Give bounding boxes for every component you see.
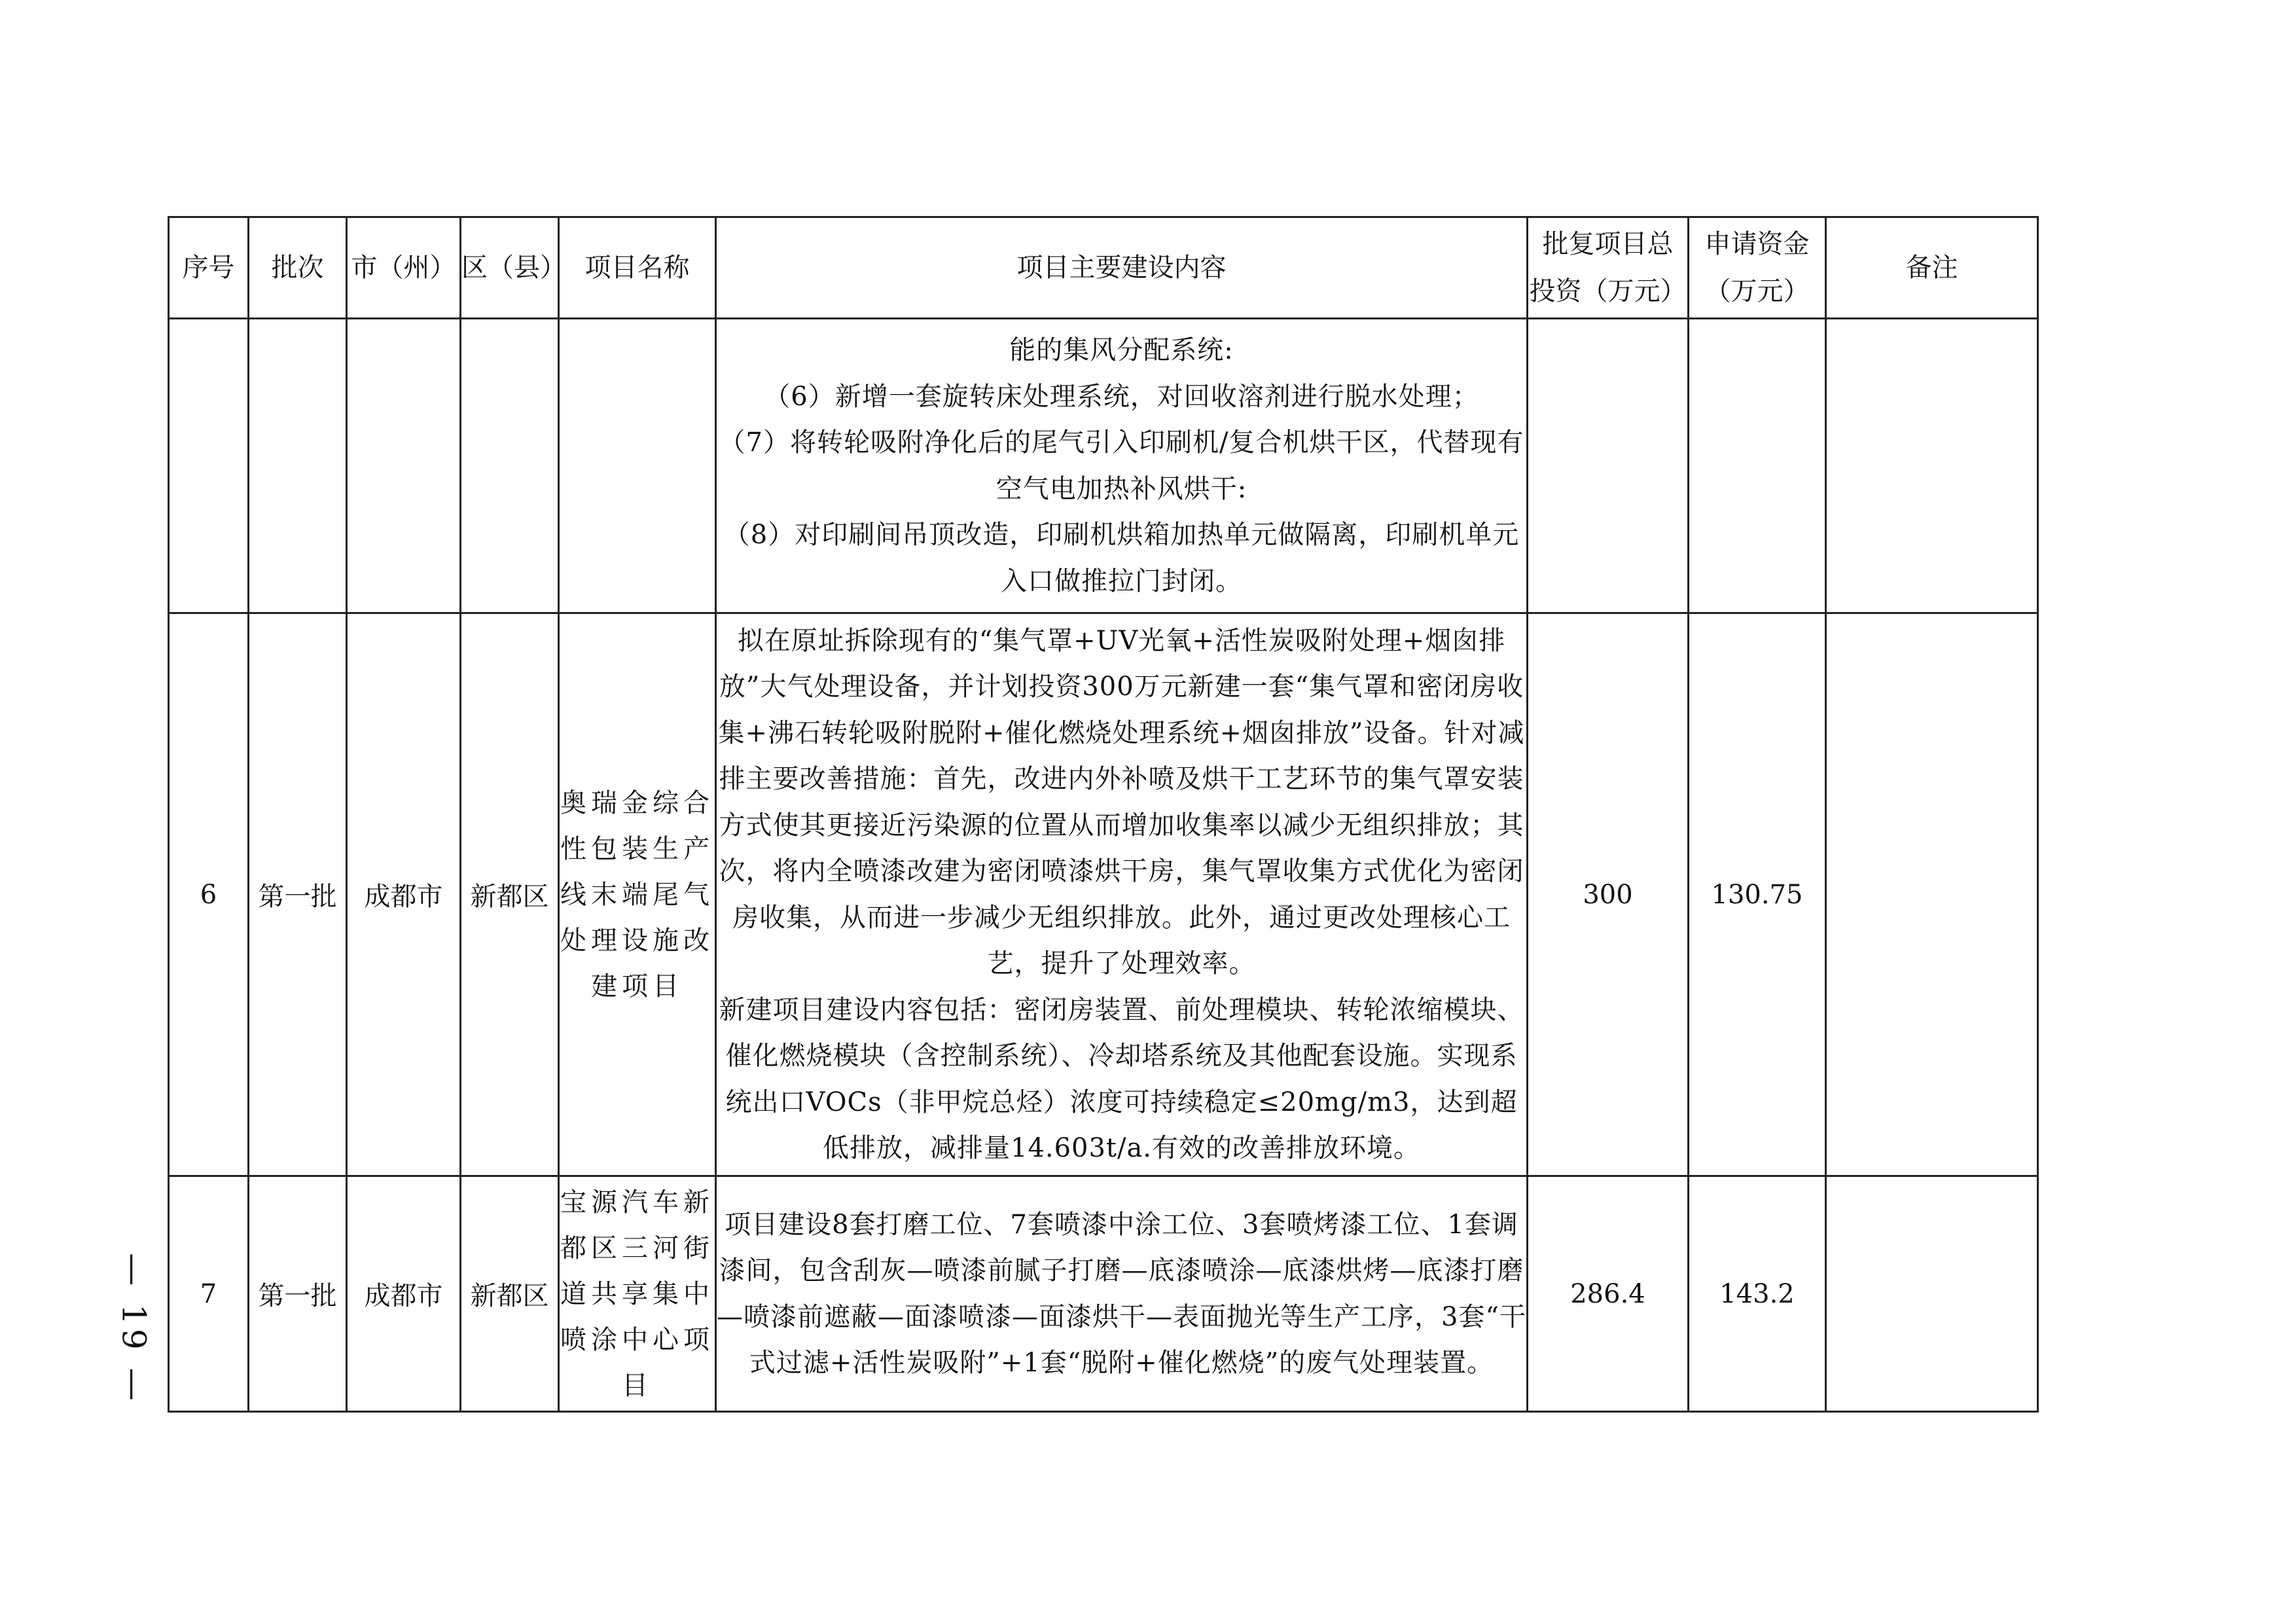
cell-approved-investment: 286.4	[1528, 1176, 1689, 1412]
table-row	[169, 613, 2038, 1176]
cell-city: 成都市	[347, 613, 461, 1176]
header-row	[169, 217, 2038, 319]
cell-approved-investment	[1528, 319, 1689, 613]
cell-content	[716, 613, 1528, 1176]
cell-batch	[249, 319, 347, 613]
cell-content	[716, 319, 1528, 613]
cell-remarks	[1826, 1176, 2038, 1412]
cell-project-name	[559, 319, 716, 613]
page-number-text: — 19 —	[115, 1253, 154, 1405]
cell-city: 成都市	[347, 1176, 461, 1412]
header-approved-investment-line2: 投资（万元）	[1529, 276, 1687, 306]
header-requested-funds-line1: 申请资金	[1704, 229, 1810, 259]
cell-batch: 第一批	[249, 1176, 347, 1412]
header-city: 市（州）	[347, 217, 461, 319]
cell-requested-funds: 130.75	[1689, 613, 1826, 1176]
table-row	[169, 1176, 2038, 1412]
content-line: 能的集风分配系统:	[1009, 335, 1234, 365]
cell-requested-funds	[1689, 319, 1826, 613]
project-table	[168, 216, 2039, 1413]
content-paragraph: 项目建设8套打磨工位、7套喷漆中涂工位、3套喷烤漆工位、1套调漆间，包含刮灰—喷漆前腻子打磨—底漆喷涂—底漆烘烤—底漆打磨—喷漆前遮蔽—面漆喷漆—面漆烘干—表面抛光等生产工序，3套“干式过滤+活性炭吸附”+1套“脱附+催化燃烧”的废气处理装置。	[717, 1209, 1526, 1378]
header-seq: 序号	[169, 217, 249, 319]
page-number	[98, 1250, 170, 1407]
cell-approved-investment: 300	[1528, 613, 1689, 1176]
header-approved-investment-line1: 批复项目总	[1542, 229, 1674, 259]
header-district: 区（县）	[461, 217, 559, 319]
table-row-continuation	[169, 319, 2038, 613]
content-line: （6）新增一套旋转床处理系统，对回收溶剂进行脱水处理；	[764, 381, 1479, 412]
header-content: 项目主要建设内容	[716, 217, 1528, 319]
cell-seq	[169, 319, 249, 613]
cell-remarks	[1826, 319, 2038, 613]
header-approved-investment	[1528, 217, 1689, 319]
cell-city	[347, 319, 461, 613]
header-project-name: 项目名称	[559, 217, 716, 319]
cell-district: 新都区	[461, 1176, 559, 1412]
content-line: （7）将转轮吸附净化后的尾气引入印刷机/复合机烘干区，代替现有空气电加热补风烘干:	[719, 427, 1524, 504]
cell-district: 新都区	[461, 613, 559, 1176]
header-requested-funds	[1689, 217, 1826, 319]
content-paragraph: 拟在原址拆除现有的“集气罩+UV光氧+活性炭吸附处理+烟囱排放”大气处理设备，并计划投资300万元新建一套“集气罩和密闭房收集+沸石转轮吸附脱附+催化燃烧处理系统+烟囱排放”设备。针对减排主要改善措施：首先，改进内外补喷及烘干工艺环节的集气罩安装方式使其更接近污染源的位置从而增加收集率以减少无组织排放；其次，将内全喷漆改建为密闭喷漆烘干房，集气罩收集方式优化为密闭房收集，从而进一步减少无组织排放。此外，通过更改处理核心工艺，提升了处理效率。	[718, 625, 1525, 979]
content-line: （8）对印刷间吊顶改造，印刷机烘箱加热单元做隔离，印刷机单元入口做推拉门封闭。	[723, 520, 1520, 596]
cell-project-name: 奥瑞金综合性包装生产线末端尾气处理设施改建项目	[559, 613, 716, 1176]
header-remarks: 备注	[1826, 217, 2038, 319]
cell-seq: 7	[169, 1176, 249, 1412]
cell-district	[461, 319, 559, 613]
cell-batch: 第一批	[249, 613, 347, 1176]
cell-seq: 6	[169, 613, 249, 1176]
cell-project-name: 宝源汽车新都区三河街道共享集中喷涂中心项目	[559, 1176, 716, 1412]
content-paragraph: 新建项目建设内容包括：密闭房装置、前处理模块、转轮浓缩模块、催化燃烧模块（含控制系统）、冷却塔系统及其他配套设施。实现系统出口VOCs（非甲烷总烃）浓度可持续稳定≤20mg/m3，达到超低排放，减排量14.603t/a.有效的改善排放环境。	[719, 994, 1524, 1163]
cell-requested-funds: 143.2	[1689, 1176, 1826, 1412]
cell-content	[716, 1176, 1528, 1412]
header-batch: 批次	[249, 217, 347, 319]
header-requested-funds-line2: （万元）	[1704, 276, 1810, 306]
cell-remarks	[1826, 613, 2038, 1176]
